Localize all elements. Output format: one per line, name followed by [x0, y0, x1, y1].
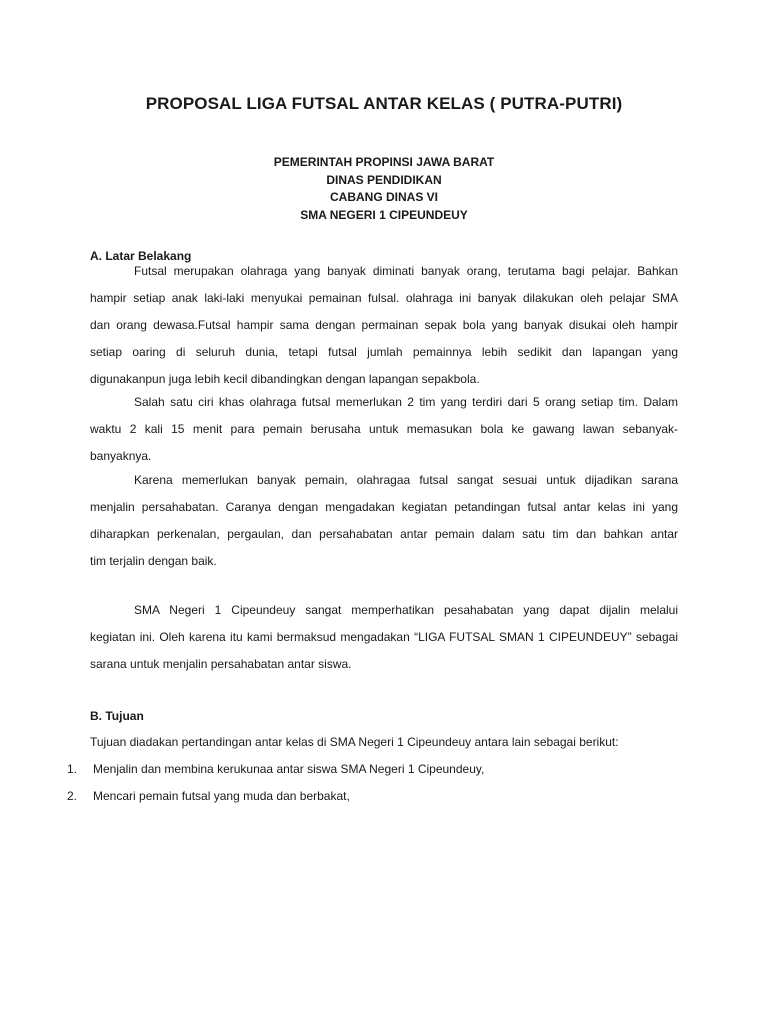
section-a-heading: A. Latar Belakang [90, 249, 192, 263]
paragraph-3 [90, 467, 678, 575]
paragraph-line: diharapkan perkenalan, pergaulan, dan persahabatan antar pemain dalam satu tim dan bahkan antar [90, 527, 678, 541]
header-line: SMA NEGERI 1 CIPEUNDEUY [300, 207, 468, 222]
paragraph-line: tim terjalin dengan baik. [90, 554, 217, 568]
paragraph-line: kegiatan ini. Oleh karena itu kami bermaksud mengadakan “LIGA FUTSAL SMAN 1 CIPEUNDEUY” sebagai [90, 630, 678, 644]
list-number: 2. [67, 789, 78, 803]
list-text: Mencari pemain futsal yang muda dan berbakat, [93, 789, 350, 803]
list-text: Menjalin dan membina kerukunaa antar siswa SMA Negeri 1 Cipeundeuy, [93, 762, 485, 776]
paragraph-line: Salah satu ciri khas olahraga futsal memerlukan 2 tim yang terdiri dari 5 orang setiap tim. Dalam [134, 395, 678, 409]
paragraph-line: dan orang dewasa.Futsal hampir sama dengan permainan sepak bola yang banyak disukai oleh hampir [90, 318, 678, 332]
list-item [67, 762, 687, 776]
paragraph-line: banyaknya. [90, 449, 152, 463]
header-line: PEMERINTAH PROPINSI JAWA BARAT [273, 155, 495, 169]
paragraph-line: SMA Negeri 1 Cipeundeuy sangat memperhatikan pesahabatan yang dapat dijalin melalui [134, 603, 678, 617]
paragraph-line: hampir setiap anak laki-laki menyukai pemainan fulsal. olahraga ini banyak dilakukan oleh pelajar SMA [90, 291, 678, 305]
section-b-heading: B. Tujuan [90, 709, 144, 723]
paragraph-line: waktu 2 kali 15 menit para pemain berusaha untuk memasukan bola ke gawang lawan sebanyak- [90, 422, 678, 436]
paragraph-line: digunakanpun juga lebih kecil dibandingkan dengan lapangan sepakbola. [90, 372, 480, 386]
paragraph-4 [90, 597, 678, 678]
paragraph-line: sarana untuk menjalin persahabatan antar siswa. [90, 657, 352, 671]
document-title: PROPOSAL LIGA FUTSAL ANTAR KELAS ( PUTRA-PUTRI) [145, 94, 623, 113]
list-number: 1. [67, 762, 78, 776]
paragraph-line: Futsal merupakan olahraga yang banyak diminati banyak orang, terutama bagi pelajar. Bahkan [134, 264, 678, 278]
paragraph-line: setiap oaring di seluruh dunia, tetapi futsal jumlah pemainnya lebih sedikit dan lapangan yang [90, 345, 678, 359]
section-b-intro: Tujuan diadakan pertandingan antar kelas di SMA Negeri 1 Cipeundeuy antara lain sebagai berikut: [90, 735, 619, 749]
header-line: DINAS PENDIDIKAN [326, 172, 442, 187]
list-item [67, 789, 687, 803]
paragraph-line: Karena memerlukan banyak pemain, olahragaa futsal sangat sesuai untuk dijadikan sarana [134, 473, 678, 487]
paragraph-1 [90, 258, 678, 393]
header-line: CABANG DINAS VI [329, 190, 438, 204]
paragraph-line: menjalin persahabatan. Caranya dengan mengadakan kegiatan petandingan futsal antar kelas ini yang [90, 500, 678, 514]
institution-header [0, 154, 768, 224]
paragraph-2 [90, 389, 678, 470]
section-b-intro-paragraph [90, 729, 678, 756]
